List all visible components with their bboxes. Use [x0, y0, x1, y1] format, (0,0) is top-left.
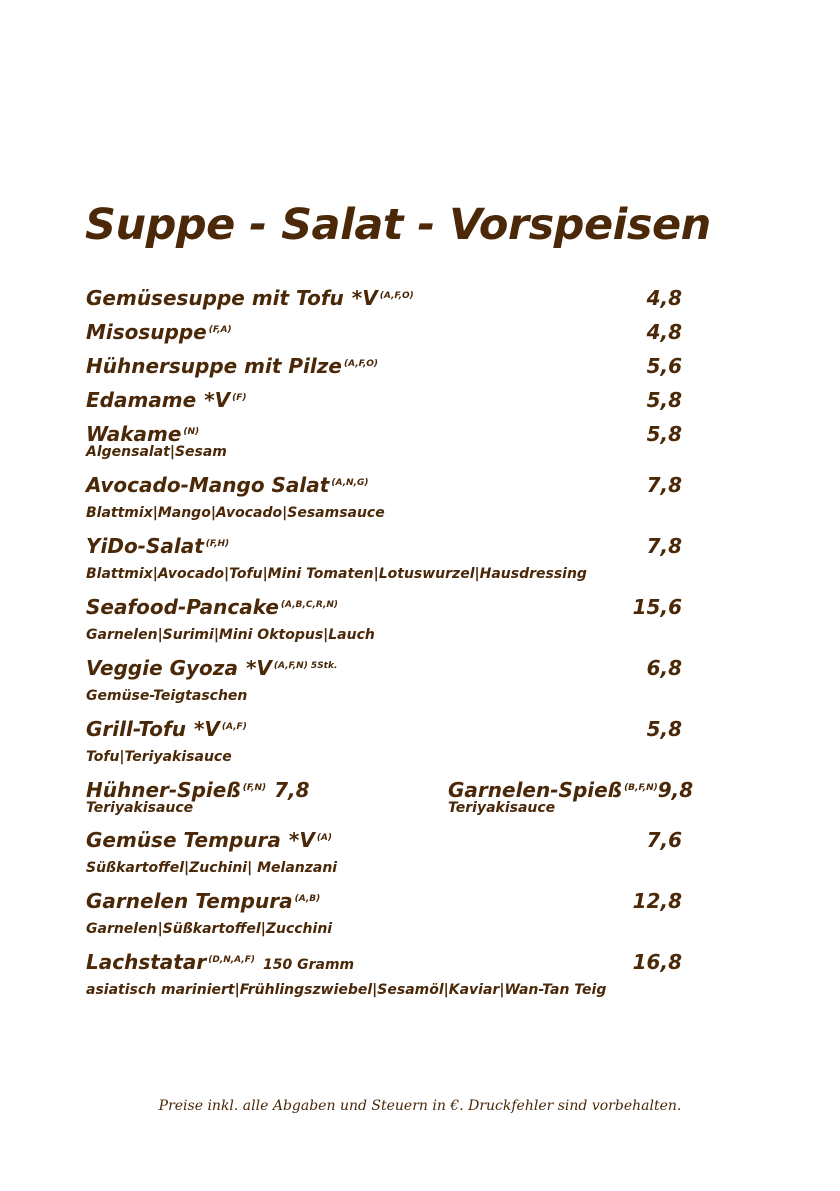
item-price: 7,8: [274, 778, 310, 802]
item-name: Gemüse Tempura *V $^{(A)}$: [86, 828, 333, 852]
item-price: 5,6: [646, 354, 682, 378]
item-name: Garnelen Tempura $^{(A,B)}$: [86, 889, 321, 913]
item-name: Avocado-Mango Salat $^{(A,N,G)}$: [86, 473, 369, 497]
item-price: 5,8: [646, 717, 682, 741]
item-name: YiDo-Salat $^{(F,H)}$: [86, 534, 230, 558]
item-description: asiatisch mariniert|Frühlingszwiebel|Sesamöl|Kaviar|Wan-Tan Teig: [86, 982, 607, 998]
item-name: Veggie Gyoza *V $^{(A,F,N) 5Stk.}$: [86, 656, 338, 680]
menu-item: [86, 350, 682, 384]
item-name: Garnelen-Spieß $^{(B,F,N)}$: [448, 778, 658, 802]
menu-item-skewer-chicken: [86, 774, 448, 824]
skewer-row: [86, 774, 694, 824]
item-name: Gemüsesuppe mit Tofu *V $^{(A,F,O)}$: [86, 286, 414, 310]
item-price: 12,8: [632, 889, 682, 913]
menu-item: [86, 946, 682, 1007]
menu-item: [86, 885, 682, 946]
item-description: Blattmix|Mango|Avocado|Sesamsauce: [86, 505, 385, 521]
item-price: 15,6: [632, 595, 682, 619]
menu-item: [86, 418, 682, 469]
item-description: Gemüse-Teigtaschen: [86, 688, 248, 704]
menu-item: [86, 469, 682, 530]
menu-item: [86, 652, 682, 713]
item-description: Algensalat|Sesam: [86, 444, 227, 460]
item-price: 7,8: [646, 534, 682, 558]
item-name: Grill-Tofu *V $^{(A,F)}$: [86, 717, 247, 741]
price-disclaimer: Preise inkl. alle Abgaben und Steuern in €. Druckfehler sind vorbehalten.: [158, 1098, 682, 1114]
item-name: Hühner-Spieß $^{(F,N)}$ 7,8: [86, 778, 310, 802]
item-name: Lachstatar $^{(D,N,A,F)}$ 150 Gramm: [86, 950, 355, 974]
menu-item: [86, 316, 682, 350]
item-price: 7,6: [646, 828, 682, 852]
menu-item: [86, 591, 682, 652]
menu-item: [86, 282, 682, 316]
item-description: Tofu|Teriyakisauce: [86, 749, 232, 765]
item-name: Wakame $^{(N)}$: [86, 422, 200, 446]
item-description: Garnelen|Surimi|Mini Oktopus|Lauch: [86, 627, 375, 643]
item-description: Teriyakisauce: [448, 800, 556, 816]
item-description: Garnelen|Süßkartoffel|Zucchini: [86, 921, 333, 937]
item-description: Süßkartoffel|Zuchini| Melanzani: [86, 860, 338, 876]
item-description: Teriyakisauce: [86, 800, 194, 816]
item-price: 4,8: [646, 320, 682, 344]
menu-item: [86, 824, 682, 885]
menu-item-skewer-shrimp: [448, 774, 694, 824]
menu-item: [86, 384, 682, 418]
item-name: Seafood-Pancake $^{(A,B,C,R,N)}$: [86, 595, 339, 619]
item-price: 9,8: [657, 778, 694, 802]
item-price: 16,8: [632, 950, 682, 974]
item-name: Edamame *V $^{(F)}$: [86, 388, 247, 412]
item-price: 7,8: [646, 473, 682, 497]
item-price: 5,8: [646, 422, 682, 446]
item-price: 6,8: [646, 656, 682, 680]
menu-item: [86, 713, 682, 774]
item-price: 5,8: [646, 388, 682, 412]
item-name: Misosuppe $^{(F,A)}$: [86, 320, 232, 344]
item-price: 4,8: [646, 286, 682, 310]
item-name: Hühnersuppe mit Pilze $^{(A,F,O)}$: [86, 354, 379, 378]
menu-list: [86, 282, 694, 1007]
item-description: Blattmix|Avocado|Tofu|Mini Tomaten|Lotuswurzel|Hausdressing: [86, 566, 587, 582]
menu-item: [86, 530, 682, 591]
page-title: Suppe - Salat - Vorspeisen: [85, 200, 711, 250]
